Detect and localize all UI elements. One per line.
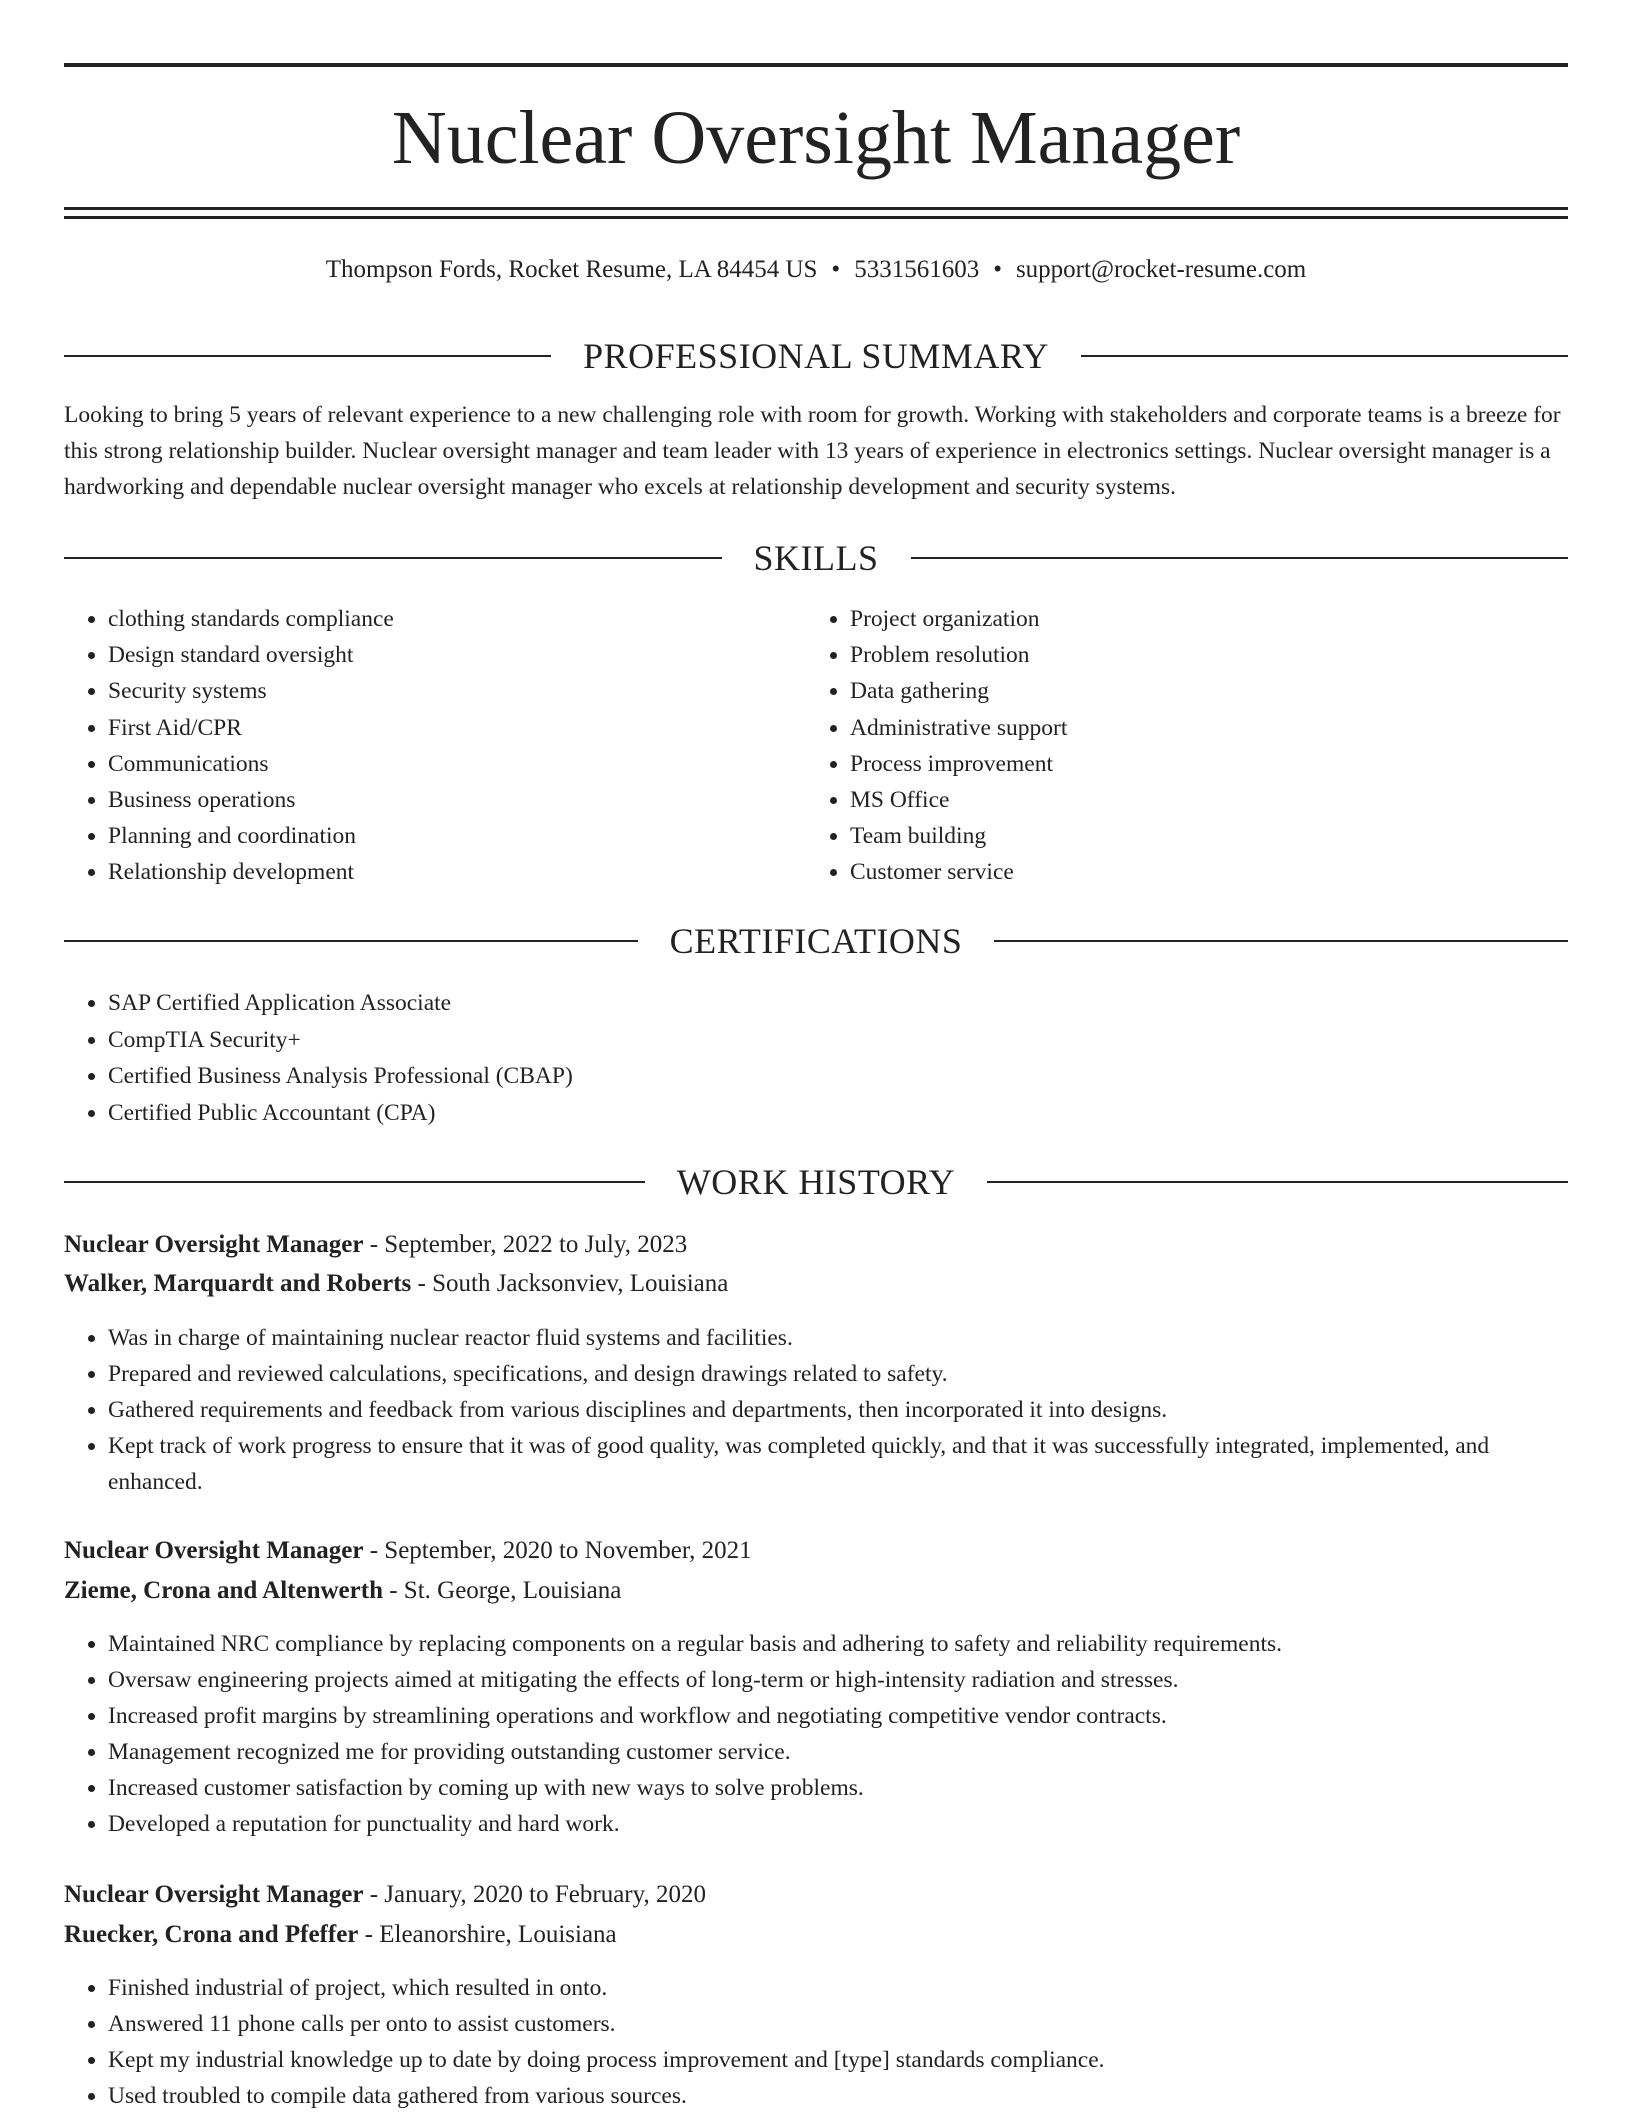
section-title: SKILLS <box>753 538 879 578</box>
list-item: • Kept track of work progress to ensure that it was of good quality, was completed quickly, and that it was successfully integrated, implemented, and enhanced. <box>108 1428 1568 1500</box>
contact-line <box>64 252 1568 288</box>
list-item: • SAP Certified Application Associate <box>108 985 1568 1022</box>
list-item: • Used troubled to compile data gathered from various sources. <box>108 2078 1568 2114</box>
job-title-line <box>64 1876 1568 1914</box>
list-item: • Was in charge of maintaining nuclear reactor fluid systems and facilities. <box>108 1320 1568 1356</box>
section-title: WORK HISTORY <box>676 1162 956 1202</box>
heading-rule-right <box>994 940 1568 942</box>
list-item: • Relationship development <box>108 854 798 890</box>
job-company: Walker, Marquardt and Roberts <box>64 1270 412 1297</box>
list-item: • Planning and coordination <box>108 818 798 854</box>
list-item: • Answered 11 phone calls per onto to assist customers. <box>108 2006 1568 2042</box>
job-location: - St. George, Louisiana <box>382 1577 622 1604</box>
contact-separator: • <box>993 256 1002 283</box>
page-title: Nuclear Oversight Manager <box>391 96 1241 180</box>
contact-separator: • <box>831 256 841 283</box>
job-title-line <box>64 1226 1568 1264</box>
job-company-line <box>64 1572 1568 1610</box>
job-company: Zieme, Crona and Altenwerth <box>64 1577 383 1604</box>
section-heading-work-history <box>64 1160 1568 1204</box>
list-item: • Management recognized me for providing outstanding customer service. <box>108 1734 1568 1770</box>
list-item: • Security systems <box>108 673 798 709</box>
certifications-list <box>64 985 1568 1131</box>
job-dates: - September, 2022 to July, 2023 <box>363 1231 688 1258</box>
heading-rule-left <box>64 355 551 357</box>
section-heading-summary <box>64 334 1568 378</box>
list-item: • Data gathering <box>850 673 1550 709</box>
list-item: • Maintained NRC compliance by replacing components on a regular basis and adhering to safety and reliability requirements. <box>108 1626 1568 1662</box>
heading-rule-right <box>987 1181 1568 1183</box>
header-top-rule <box>64 63 1568 67</box>
list-item: • MS Office <box>850 782 1550 818</box>
list-item: • Increased profit margins by streamlining operations and workflow and negotiating competitive vendor contracts. <box>108 1698 1568 1734</box>
list-item: • Communications <box>108 746 798 782</box>
job-title-line <box>64 1532 1568 1570</box>
list-item: • Problem resolution <box>850 637 1550 673</box>
job-title: Nuclear Oversight Manager <box>64 1537 364 1564</box>
job-duties-list <box>64 1626 1568 1842</box>
list-item: • Increased customer satisfaction by coming up with new ways to solve problems. <box>108 1770 1568 1806</box>
list-item: • Process improvement <box>850 746 1550 782</box>
list-item: • Oversaw engineering projects aimed at mitigating the effects of long-term or high-intensity radiation and stresses. <box>108 1662 1568 1698</box>
contact-address: Thompson Fords, Rocket Resume, LA 84454 US <box>325 256 818 283</box>
list-item: • Developed a reputation for punctuality and hard work. <box>108 1806 1568 1842</box>
heading-rule-right <box>1081 355 1568 357</box>
list-item: • Administrative support <box>850 710 1550 746</box>
list-item: • Certified Public Accountant (CPA) <box>108 1095 1568 1132</box>
job-location: - South Jacksonviev, Louisiana <box>411 1270 729 1297</box>
list-item: • clothing standards compliance <box>108 601 798 637</box>
job-duties-list <box>64 1970 1568 2114</box>
skills-list-left <box>64 601 798 891</box>
job-dates: - September, 2020 to November, 2021 <box>363 1537 752 1564</box>
header-double-rule-top <box>64 207 1568 210</box>
header-double-rule-bottom <box>64 216 1568 219</box>
list-item: • Project organization <box>850 601 1550 637</box>
job-company-line <box>64 1916 1568 1954</box>
section-heading-skills <box>64 536 1568 580</box>
list-item: • Team building <box>850 818 1550 854</box>
job-location: - Eleanorshire, Louisiana <box>358 1921 617 1948</box>
heading-rule-right <box>911 557 1569 559</box>
summary-text: Looking to bring 5 years of relevant experience to a new challenging role with room for growth. Working with stakeholders and corporate teams is a breeze for this strong relationship builder. Nuclear oversight manager and team leader with 13 years of experience in electronics settings. Nuclear oversight manager is a hardworking and dependable nuclear oversight manager who excels at relationship development and security systems. <box>64 402 1561 500</box>
list-item: • CompTIA Security+ <box>108 1022 1568 1059</box>
heading-rule-left <box>64 940 638 942</box>
contact-phone: 5331561603 <box>854 256 980 283</box>
job-company: Ruecker, Crona and Pfeffer <box>64 1921 359 1948</box>
job-company-line <box>64 1265 1568 1303</box>
job-title: Nuclear Oversight Manager <box>64 1231 364 1258</box>
list-item: • First Aid/CPR <box>108 710 798 746</box>
list-item: • Customer service <box>850 854 1550 890</box>
job-duties-list <box>64 1320 1568 1500</box>
list-item: • Certified Business Analysis Professional (CBAP) <box>108 1058 1568 1095</box>
list-item: • Prepared and reviewed calculations, specifications, and design drawings related to safety. <box>108 1356 1568 1392</box>
job-dates: - January, 2020 to February, 2020 <box>363 1881 707 1908</box>
contact-email: support@rocket-resume.com <box>1015 256 1307 283</box>
list-item: • Gathered requirements and feedback from various disciplines and departments, then incorporated it into designs. <box>108 1392 1568 1428</box>
list-item: • Kept my industrial knowledge up to date by doing process improvement and [type] standards compliance. <box>108 2042 1568 2078</box>
list-item: • Finished industrial of project, which resulted in onto. <box>108 1970 1568 2006</box>
section-title: PROFESSIONAL SUMMARY <box>583 336 1049 376</box>
job-title: Nuclear Oversight Manager <box>64 1881 364 1908</box>
skills-list-right <box>806 601 1550 891</box>
heading-rule-left <box>64 1181 645 1183</box>
section-title: CERTIFICATIONS <box>669 921 963 961</box>
heading-rule-left <box>64 557 722 559</box>
section-heading-certifications <box>64 919 1568 963</box>
list-item: • Business operations <box>108 782 798 818</box>
list-item: • Design standard oversight <box>108 637 798 673</box>
